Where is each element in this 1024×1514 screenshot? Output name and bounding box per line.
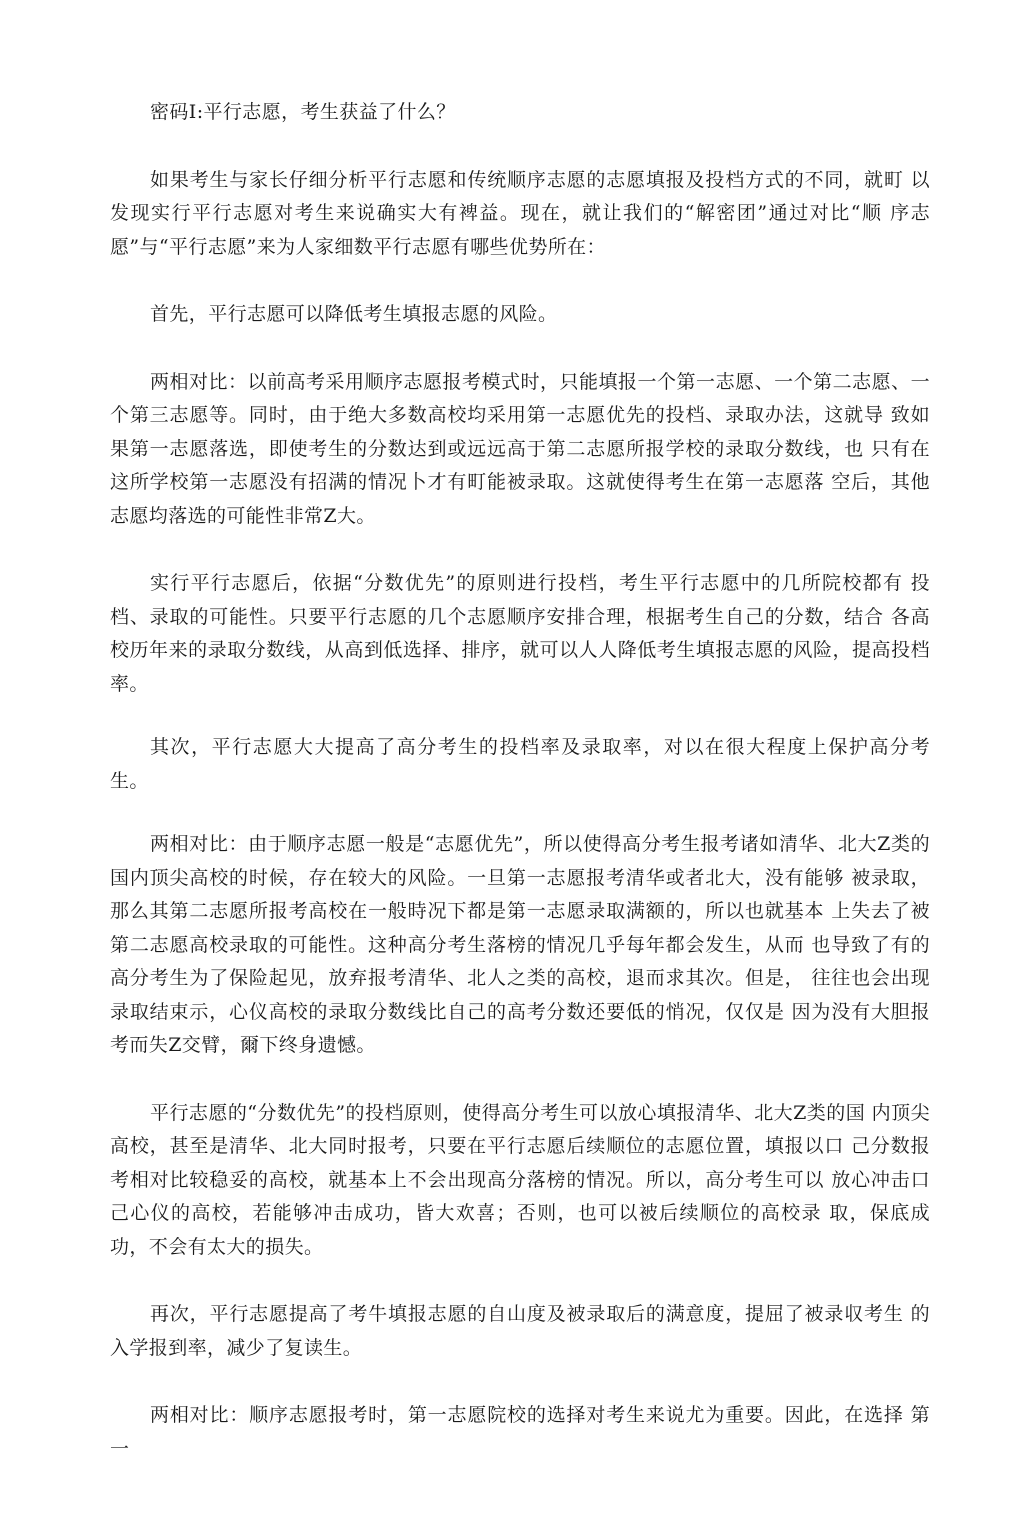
point-2-parallel: 平行志愿的“分数优先”的投档原则，使得高分考生可以放心填报清华、北大Z类的国 内顶尖高校，甚至是清华、北大同时报考，只要在平行志愿后续顺位的志愿位置，填报以口 己分数报考相对比较稳妥的高校，就基本上不会出现高分落榜的情况。所以，高分考生可以 放心冲击口己心仪的高校，若能够冲击成功，皆大欢喜；否则，也可以被后续顺位的高校录 取，保底成功，不会有太大的损失。 xyxy=(110,1101,930,1258)
document-page xyxy=(110,96,930,1466)
point-3-heading: 再次，平行志愿提高了考牛填报志愿的自山度及被录取后的满意度，提屈了被录収考生 的入学报到率，减少了复读生。 xyxy=(110,1303,930,1359)
point-2-heading: 其次，平行志愿大大提高了高分考生的投档率及录取率，对以在很大程度上保护高分考 生。 xyxy=(110,736,930,792)
point-2-comparison: 两相对比：由于顺序志愿一般是“志愿优先”，所以使得高分考生报考诸如清华、北大Z类的国内顶尖高校的时候，存在较大的风险。一旦第一志愿报考清华或者北大，没有能够 被录取，那么其第二志愿所报考高校在一般時况下都是第一志愿录取满额的，所以也就基本 上失去了被第二志愿高校录取的可能性。这种高分考生落榜的情况几乎每年都会发生，从而 也导致了有的高分考生为了保险起见，放弃报考清华、北人之类的高校，退而求其次。但是， 往往也会出现录取结束示，心仪高校的录取分数线比自己的高考分数还要低的悄况，仅仅是 因为没有大胆报考而失Z交臂，爾下终身遗憾。 xyxy=(110,833,930,1056)
point-1-comparison: 两相对比：以前高考采用顺序志愿报考模式时，只能填报一个第一志愿、一个第二志愿、一个第三志愿等。同时，由于绝大多数高校均采用第一志愿优先的投档、录取办法，这就导 致如果第一志愿落选，即使考生的分数达到或远远高于第二志愿所报学校的录取分数线，也 只有在这所学校第一志愿没有招满的情况卜才有町能被录取。这就使得考生在第一志愿落 空后，其他志愿均落选的可能性非常Z大。 xyxy=(110,370,930,527)
point-3-comparison: 两相对比：顺序志愿报考时，第一志愿院校的选择对考生来说尤为重要。因此，在选择 第一 xyxy=(110,1404,930,1460)
section-heading-1: 密码I:平行志愿，考生获益了什么？ xyxy=(150,101,456,123)
point-1-heading: 首先，平行志愿可以降低考生填报志愿的风险。 xyxy=(150,303,558,325)
point-1-parallel: 实行平行志愿后，依据“分数优先”的原则进行投档，考生平行志愿中的几所院校都有 投档、录取的可能性。只要平行志愿的几个志愿顺序安排合理，根据考生自己的分数，结合 各高校历年来的录取分数线，从高到低选择、排序，就可以人人降低考生填报志愿的风险，提高投档率。 xyxy=(110,572,930,695)
intro-paragraph: 如果考生与家长仔细分析平行志愿和传统顺序志愿的志愿填报及投档方式的不同，就町 以发现实行平行志愿对考生来说确实大有裨益。现在，就让我们的“解密团”通过对比“顺 序志愿”与“平行志愿”来为人家细数平行志愿有哪些优势所在： xyxy=(110,168,930,258)
